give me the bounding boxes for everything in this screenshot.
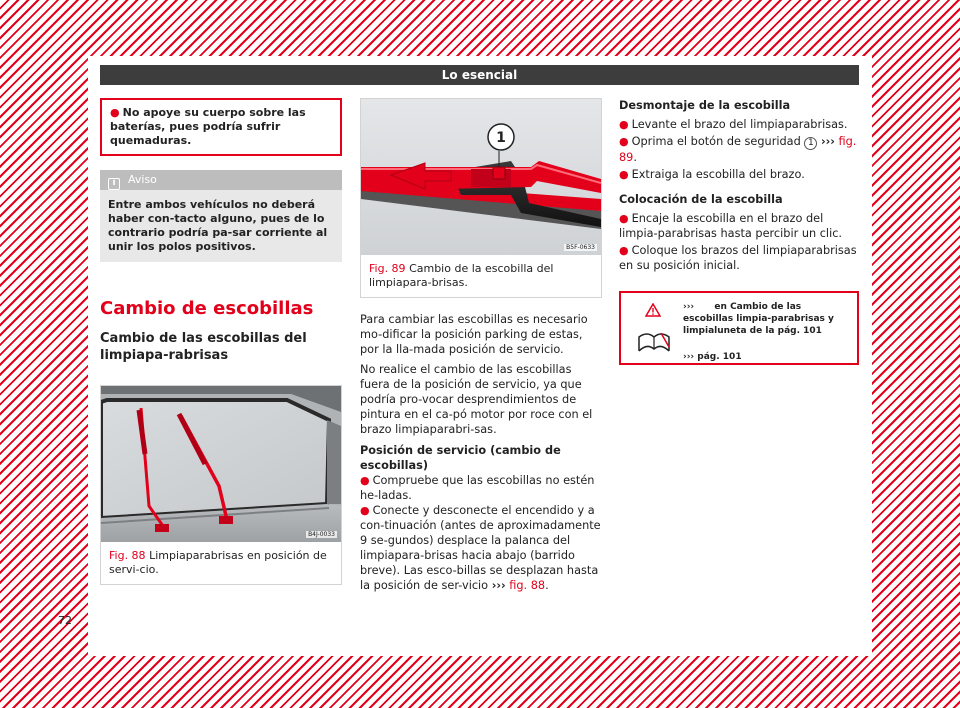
- list-item: [619, 211, 859, 241]
- list-item: [619, 117, 859, 132]
- list-item: [619, 243, 859, 273]
- list-item-text: Levante el brazo del limpiaparabrisas.: [631, 118, 848, 131]
- bullet-icon: ●: [619, 135, 629, 148]
- figure-caption: [361, 255, 601, 297]
- removal-heading: Desmontaje de la escobilla: [619, 99, 791, 112]
- figure-caption-text: Limpiaparabrisas en posición de servi-cio.: [109, 549, 327, 576]
- callout-badge: 1: [804, 137, 817, 150]
- reference-text[interactable]: pág. 101: [697, 352, 742, 362]
- column-middle: [360, 98, 602, 593]
- bullet-icon: ●: [360, 474, 370, 487]
- cross-reference-arrows: ›››: [683, 302, 695, 312]
- section-subtitle: Cambio de las escobillas del limpiapa-rabrisas: [100, 331, 307, 363]
- figure-label: Fig. 89: [369, 262, 406, 275]
- wiper-blade-image: [361, 99, 601, 255]
- reference-line: [683, 301, 849, 337]
- reference-text[interactable]: en Cambio de las escobillas limpia-parabrisas y limpialuneta de la pág. 101: [683, 302, 834, 336]
- column-right: [619, 98, 859, 365]
- bullet-icon: ●: [619, 244, 629, 257]
- figure-caption: [101, 542, 341, 584]
- page-header: Lo esencial: [100, 65, 859, 85]
- section-title: Cambio de escobillas: [100, 298, 314, 319]
- service-position-heading: Posición de servicio (cambio de escobillas): [360, 444, 561, 472]
- cross-reference-arrows: ›››: [491, 579, 506, 592]
- figure-88: [100, 385, 342, 585]
- installation-heading: Colocación de la escobilla: [619, 193, 783, 206]
- warning-triangle-icon: [645, 303, 661, 317]
- reference-box: [619, 291, 859, 365]
- paragraph: No realice el cambio de las escobillas fuera de la posición de servicio, ya que podría pro-vocar desprendimientos de pintura en el ca-pó motor por roce con el brazo limpiaparabri-sas.: [360, 363, 593, 436]
- page-number: 72: [58, 614, 72, 627]
- warning-box: [100, 98, 342, 156]
- figure-code: B4J-0033: [308, 531, 335, 538]
- column-left: [100, 98, 342, 585]
- aviso-label: Aviso: [128, 173, 157, 186]
- windshield-illustration: [101, 386, 341, 542]
- figure-code: B5F-0633: [566, 244, 595, 251]
- list-item-text: Compruebe que las escobillas no estén he-ladas.: [360, 474, 595, 502]
- aviso-text: Entre ambos vehículos no deberá haber con-tacto alguno, pues de lo contrario podría pa-sar corriente al unir los polos positivos.: [108, 198, 328, 253]
- windshield-image: [101, 386, 341, 542]
- punctuation: .: [633, 151, 637, 164]
- bullet-icon: ●: [360, 504, 370, 517]
- bullet-icon: ●: [619, 118, 629, 131]
- figure-89: [360, 98, 602, 298]
- figure-label: Fig. 88: [109, 549, 146, 562]
- cross-reference-arrows: ›››: [683, 352, 695, 362]
- book-icon: [637, 333, 671, 355]
- paragraph: Para cambiar las escobillas es necesario mo-dificar la posición parking de estas, por la lla-mada posición de servicio.: [360, 313, 588, 356]
- bullet-icon: ●: [619, 212, 629, 225]
- list-item: [360, 473, 602, 503]
- figure-caption-text: Cambio de la escobilla del limpiapara-brisas.: [369, 262, 554, 289]
- list-item: [619, 167, 859, 182]
- aviso-header: [100, 170, 342, 190]
- wiper-blade-illustration: [361, 99, 601, 255]
- figure-link[interactable]: fig. 89: [619, 135, 857, 164]
- list-item-text: Conecte y desconecte el encendido y a con-tinuación (antes de aproximadamente 9 se-gundos) desplace la palanca del limpiapara-brisas hacia abajo (barrido breve). Las esco-billas se desplazan hasta la posición de ser-vicio: [360, 504, 601, 592]
- list-item-text: Oprima el botón de seguridad: [631, 135, 801, 148]
- callout-number: 1: [496, 130, 506, 146]
- aviso-box: [100, 170, 342, 262]
- info-icon: i: [108, 178, 120, 190]
- list-item-text: Encaje la escobilla en el brazo del limpia-parabrisas hasta percibir un clic.: [619, 212, 843, 240]
- punctuation: .: [545, 579, 549, 592]
- list-item: [360, 503, 602, 593]
- cross-reference-arrows: ›››: [820, 135, 835, 148]
- figure-link[interactable]: fig. 88: [509, 579, 546, 592]
- bullet-icon: ●: [619, 168, 629, 181]
- warning-text: No apoye su cuerpo sobre las baterías, pues podría sufrir quemaduras.: [110, 106, 306, 147]
- reference-line: [683, 351, 849, 363]
- bullet-icon: ●: [110, 106, 120, 119]
- list-item-text: Coloque los brazos del limpiaparabrisas en su posición inicial.: [619, 244, 857, 272]
- list-item-text: Extraiga la escobilla del brazo.: [631, 168, 805, 181]
- list-item: [619, 134, 859, 165]
